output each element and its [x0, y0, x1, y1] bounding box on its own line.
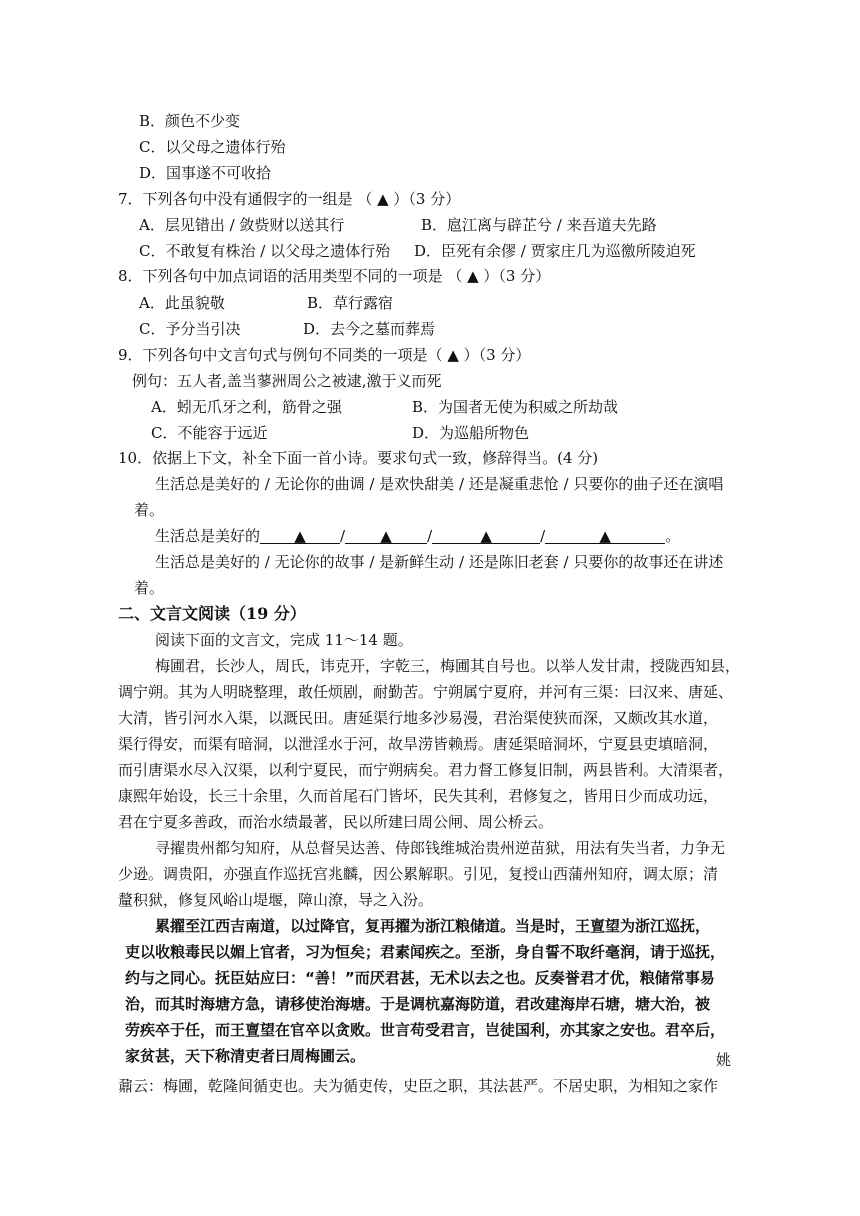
question-9: 9．下列各句中文言句式与例句不同类的一项是（ ▲ ）（3 分） [118, 346, 531, 364]
passage-line: 而引唐渠水尽入汉渠，以利宁夏民，而宁朔病矣。君力督工修复旧制，两县皆利。大清渠者， [118, 761, 734, 779]
passage-line: 大清，皆引河水入渠，以溉民田。唐延渠行地多沙易漫，君治渠使狭而深，又颇改其水道， [118, 709, 719, 727]
answer-blank-3[interactable]: ▲ [432, 525, 540, 544]
q9-option-b: B．为国者无使为积威之所劫哉 [412, 398, 619, 416]
q9-option-d: D．为巡船所物色 [412, 424, 530, 442]
passage-line: 渠行得安，而渠有暗洞，以泄淫水于河，故旱涝皆赖焉。唐延渠暗洞坏，宁夏县吏填暗洞， [118, 735, 719, 753]
passage-bold-line: 累擢至江西吉南道，以过降官，复再擢为浙江粮储道。当是时，王亶望为浙江巡抚， [155, 917, 711, 935]
q9-option-c: C．不能容于远近 [151, 424, 268, 442]
passage-bold-line: 吏以收粮毒民以媚上官者，习为恒矣；君素闻疾之。至浙，身自誓不取纤毫润，请于巡抚， [125, 943, 726, 961]
passage-line: 调宁朔。其为人明晓整理，敢任烦剧，耐勤苦。宁朔属宁夏府，并河有三渠：曰汉来、唐延、 [118, 683, 734, 701]
poem-line-1-cont: 着。 [134, 501, 165, 519]
q8-option-a: A．此虽貌敬 [139, 294, 225, 312]
passage-bold-line: 治，而其时海塘方急，请移使治海塘。于是调杭嘉海防道，君改建海岸石塘，塘大治，被 [125, 995, 711, 1013]
poem-blank-line: 生活总是美好的 ▲ / ▲ / ▲ / ▲ 。 [155, 527, 681, 545]
passage-line: 君在宁夏多善政，而治水绩最著，民以所建曰周公闸、周公桥云。 [118, 813, 554, 831]
answer-blank-2[interactable]: ▲ [345, 525, 427, 544]
q7-option-c: C．不敢复有株治 / 以父母之遗体行殆 [139, 242, 391, 260]
q8-option-c: C．予分当引决 [139, 320, 241, 338]
section-heading: 二、文言文阅读（19 分） [118, 604, 306, 623]
passage-line: 少逊。调贵阳，亦强直作巡抚宫兆麟，因公累解职。引见，复授山西蒲州知府，调太原；清 [118, 865, 719, 883]
passage-bold-line: 家贫甚，天下称清吏者曰周梅圃云。 [125, 1047, 366, 1065]
passage-line: 寻擢贵州都匀知府，从总督吴达善、侍郎钱维城治贵州逆苗狱，用法有失当者，力争无 [155, 839, 726, 857]
question-7: 7．下列各句中没有通假字的一组是 （ ▲ ）（3 分） [118, 190, 461, 208]
reading-instruction: 阅读下面的文言文，完成 11～14 题。 [155, 631, 413, 649]
passage-bold-line: 劳疾卒于任，而王亶望在官卒以贪败。世言苟受君言，岂徒国利，亦其家之安也。君卒后， [125, 1021, 726, 1039]
q7-option-a: A．层见错出 / 敛赀财以送其行 [139, 216, 345, 234]
passage-author-fragment: 姚 [716, 1051, 732, 1069]
question-8: 8．下列各句中加点词语的活用类型不同的一项是 （ ▲ ）（3 分） [118, 267, 551, 285]
q7-option-b: B．扈江离与辟芷兮 / 来吾道夫先路 [421, 216, 657, 234]
option-d-q6: D．国事遂不可收拾 [139, 164, 272, 182]
poem-line-1: 生活总是美好的 / 无论你的曲调 / 是欢快甜美 / 还是凝重悲怆 / 只要你的曲子还在演唱 [155, 475, 724, 493]
passage-bold-line: 约与之同心。抚臣姑应曰：“善！”而厌君甚，无术以去之也。反奏誉君才优，粮储常事易 [125, 969, 715, 987]
q9-example: 例句：五人者,盖当蓼洲周公之被逮,激于义而死 [132, 372, 442, 390]
option-c-q6: C．以父母之遗体行殆 [139, 138, 286, 156]
q9-option-a: A．蚓无爪牙之利，筋骨之强 [151, 398, 342, 416]
question-10: 10．依据上下文，补全下面一首小诗。要求句式一致，修辞得当。(4 分) [118, 449, 599, 467]
passage-line: 梅圃君，长沙人，周氏，讳克开，字乾三，梅圃其自号也。以举人发甘肃，授陇西知县， [155, 657, 741, 675]
q8-option-b: B．草行露宿 [307, 294, 394, 312]
q8-option-d: D．去今之墓而葬焉 [303, 320, 436, 338]
answer-blank-4[interactable]: ▲ [545, 525, 665, 544]
passage-line: 康熙年始设，长三十余里，久而首尾石门皆坏，民失其利，君修复之，皆用日少而成功远， [118, 787, 719, 805]
poem-line-3: 生活总是美好的 / 无论你的故事 / 是新鲜生动 / 还是陈旧老套 / 只要你的故事还在讲述 [155, 553, 724, 571]
passage-line: 鼐云：梅圃，乾隆间循吏也。夫为循吏传，史臣之职，其法甚严。不居史职，为相知之家作 [118, 1077, 719, 1095]
q7-option-d: D．臣死有余僇 / 贾家庄几为巡徼所陵迫死 [414, 242, 696, 260]
option-b-q6: B．颜色不少变 [139, 112, 241, 130]
passage-line: 釐积狱，修复风峪山堤堰，障山潦，导之入汾。 [118, 891, 434, 909]
poem-line-3-cont: 着。 [134, 579, 165, 597]
answer-blank-1[interactable]: ▲ [260, 525, 340, 544]
